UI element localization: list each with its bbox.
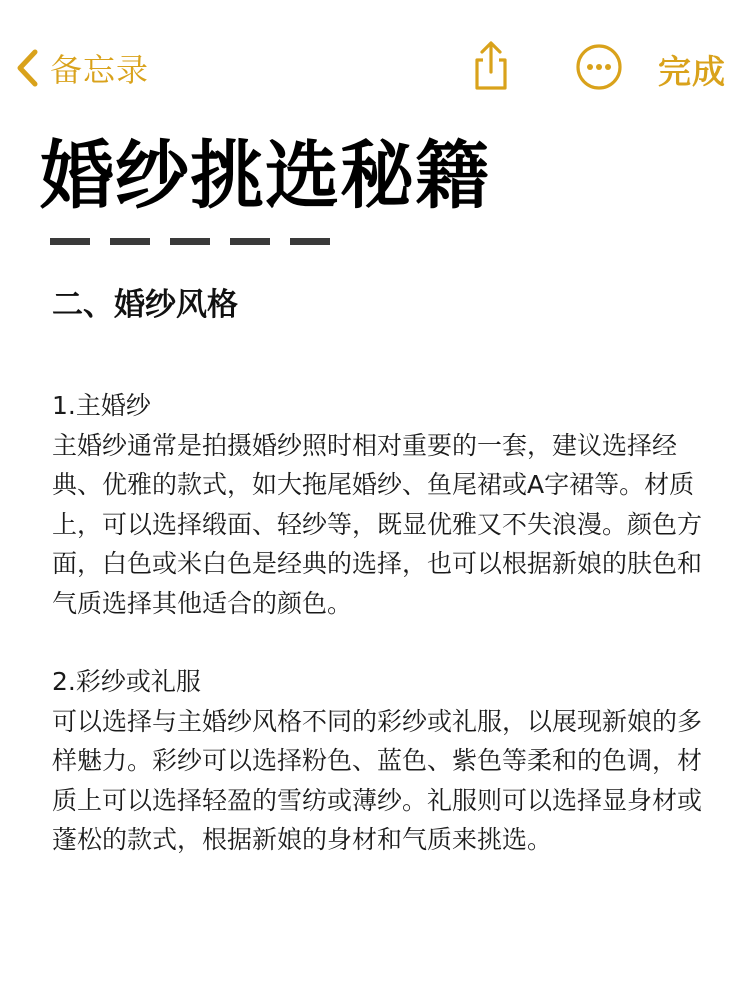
done-button[interactable]: 完成 [658,52,726,91]
divider-dash [170,238,210,245]
subsection-title: 1.主婚纱 [52,391,151,420]
more-icon [575,76,623,95]
subsection-body: 主婚纱通常是拍摄婚纱照时相对重要的一套，建议选择经典、优雅的款式，如大拖尾婚纱、鱼尾裙或A字裙等。材质上，可以选择缎面、轻纱等，既显优雅又不失浪漫。颜色方面，白色或米白色是经典的选择，也可以根据新娘的肤色和气质选择其他适合的颜色。 [52,430,703,618]
note-body [52,386,702,860]
note-title: 婚纱挑选秘籍 [40,133,490,219]
subsection-body: 可以选择与主婚纱风格不同的彩纱或礼服，以展现新娘的多样魅力。彩纱可以选择粉色、蓝色、紫色等柔和的色调，材质上可以选择轻盈的雪纺或薄纱。礼服则可以选择显身材或蓬松的款式，根据新娘的身材和气质来挑选。 [52,706,703,854]
more-options-button[interactable] [575,43,623,91]
subsection-main-dress [52,386,702,623]
subsection-title: 2.彩纱或礼服 [52,667,201,696]
divider-dash [290,238,330,245]
share-icon [469,77,513,96]
divider-dash [50,238,90,245]
back-button[interactable] [14,44,149,92]
divider-dash [110,238,150,245]
divider [50,238,350,245]
subsection-colored-dress [52,662,702,860]
back-button-label: 备忘录 [50,51,150,89]
navigation-bar [0,0,750,130]
share-button[interactable] [469,40,513,92]
divider-dash [230,238,270,245]
section-heading: 二、婚纱风格 [52,287,238,323]
chevron-left-icon [14,48,40,88]
